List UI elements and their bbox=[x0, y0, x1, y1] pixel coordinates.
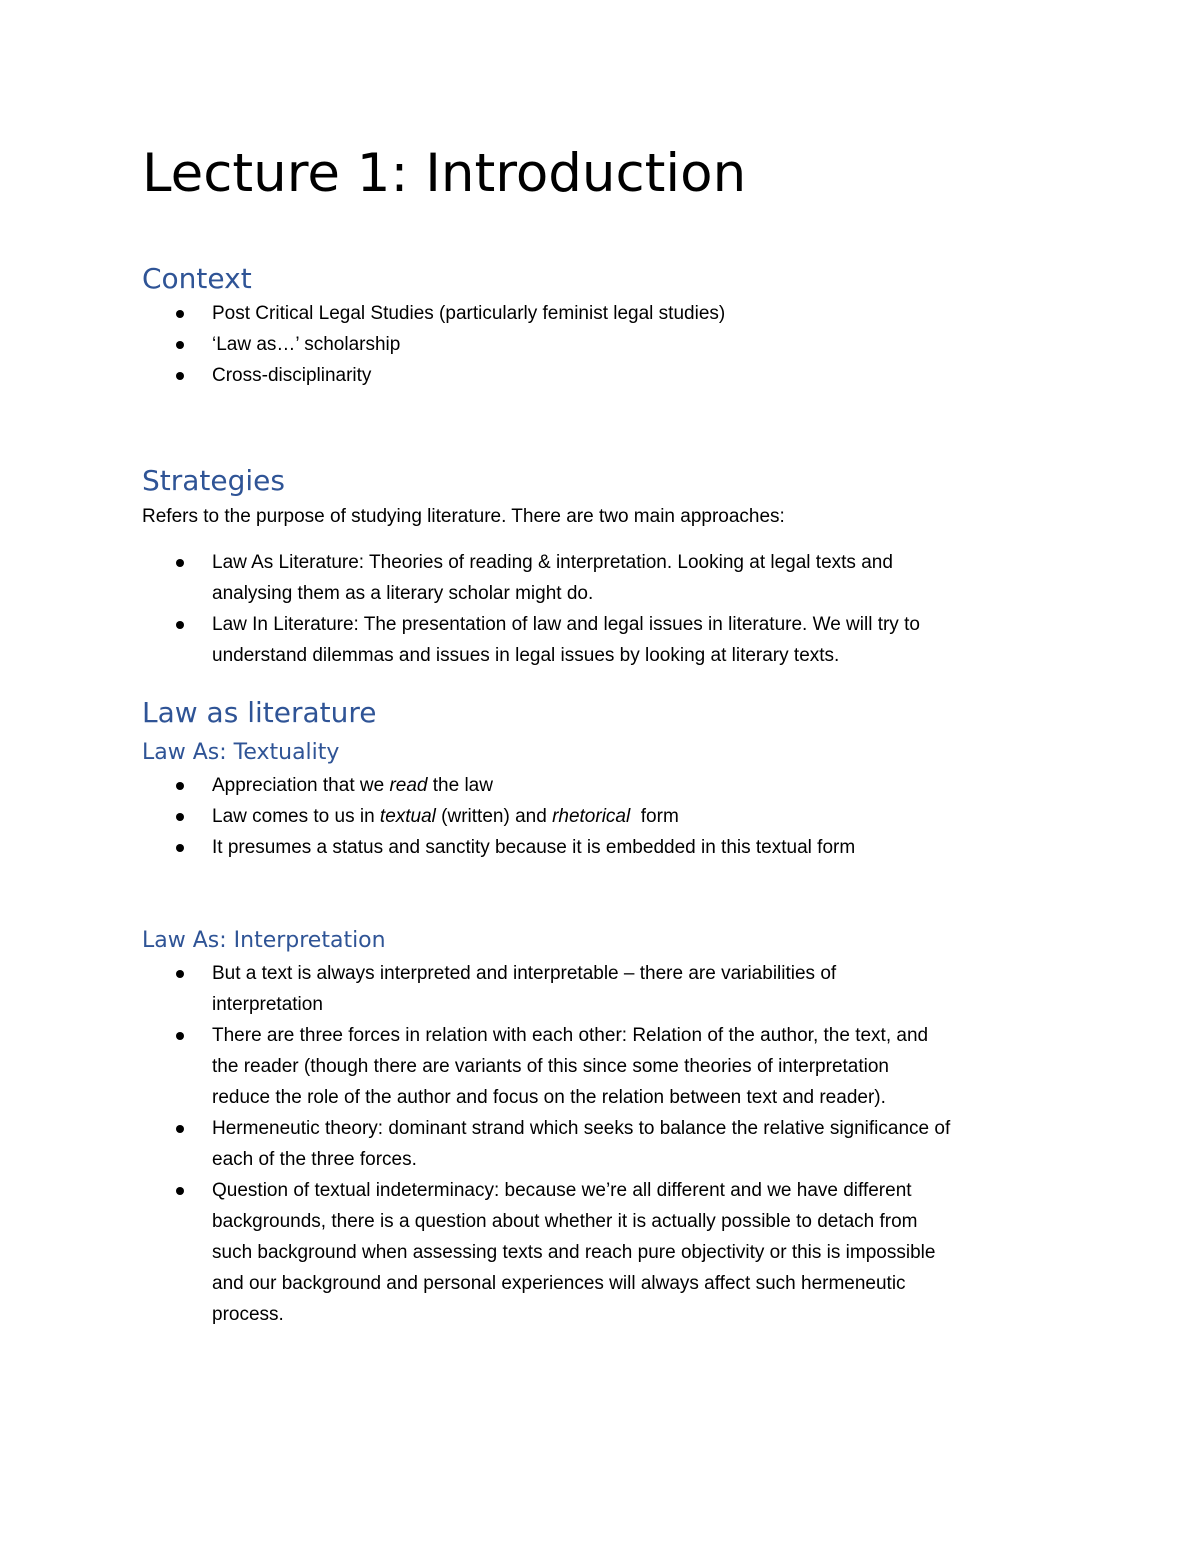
list-item-line: process. bbox=[212, 1304, 284, 1325]
list-item-line: the reader (though there are variants of this since some theories of interpretation bbox=[212, 1056, 889, 1077]
list-item-line: Law As Literature: Theories of reading & interpretation. Looking at legal texts and bbox=[212, 552, 893, 573]
interpretation-list bbox=[142, 958, 1062, 1330]
list-item bbox=[142, 770, 1062, 801]
list-item bbox=[142, 801, 1062, 832]
page-title: Lecture 1: Introduction bbox=[142, 143, 747, 204]
list-item-line: interpretation bbox=[212, 994, 323, 1015]
list-item-text: Appreciation that we read the law bbox=[212, 775, 493, 796]
list-item-line: such background when assessing texts and reach pure objectivity or this is impossible bbox=[212, 1242, 936, 1263]
heading-interpretation: Law As: Interpretation bbox=[142, 928, 386, 953]
bullet-icon bbox=[176, 372, 184, 380]
list-item-line: Law In Literature: The presentation of law and legal issues in literature. We will try to bbox=[212, 614, 920, 635]
context-list bbox=[142, 298, 1062, 391]
list-item-text: ‘Law as…’ scholarship bbox=[212, 334, 401, 355]
bullet-icon bbox=[176, 310, 184, 318]
list-item-text: Post Critical Legal Studies (particularly feminist legal studies) bbox=[212, 303, 726, 324]
list-item bbox=[142, 1175, 1062, 1330]
list-item-line: each of the three forces. bbox=[212, 1149, 417, 1170]
bullet-icon bbox=[176, 813, 184, 821]
list-item bbox=[142, 298, 1062, 329]
list-item bbox=[142, 1020, 1062, 1113]
bullet-icon bbox=[176, 1187, 184, 1195]
list-item bbox=[142, 360, 1062, 391]
heading-law-as-literature: Law as literature bbox=[142, 696, 377, 729]
heading-strategies: Strategies bbox=[142, 464, 285, 497]
strategies-intro: Refers to the purpose of studying literature. There are two main approaches: bbox=[142, 506, 785, 527]
bullet-icon bbox=[176, 1125, 184, 1133]
bullet-icon bbox=[176, 621, 184, 629]
bullet-icon bbox=[176, 782, 184, 790]
list-item bbox=[142, 609, 1062, 671]
bullet-icon bbox=[176, 1032, 184, 1040]
list-item bbox=[142, 832, 1062, 863]
list-item-line: There are three forces in relation with each other: Relation of the author, the text, and bbox=[212, 1025, 929, 1046]
list-item-line: backgrounds, there is a question about whether it is actually possible to detach from bbox=[212, 1211, 918, 1232]
strategies-list bbox=[142, 547, 1062, 671]
list-item bbox=[142, 329, 1062, 360]
list-item-line: and our background and personal experiences will always affect such hermeneutic bbox=[212, 1273, 906, 1294]
list-item-text: Cross-disciplinarity bbox=[212, 365, 372, 386]
list-item-text: Law comes to us in textual (written) and rhetorical form bbox=[212, 806, 679, 827]
bullet-icon bbox=[176, 341, 184, 349]
textuality-list bbox=[142, 770, 1062, 863]
list-item-line: analysing them as a literary scholar might do. bbox=[212, 583, 594, 604]
list-item-text: It presumes a status and sanctity because it is embedded in this textual form bbox=[212, 837, 856, 858]
list-item-line: But a text is always interpreted and interpretable – there are variabilities of bbox=[212, 963, 837, 984]
heading-textuality: Law As: Textuality bbox=[142, 740, 340, 765]
list-item-line: Hermeneutic theory: dominant strand which seeks to balance the relative significance of bbox=[212, 1118, 951, 1139]
bullet-icon bbox=[176, 970, 184, 978]
list-item bbox=[142, 958, 1062, 1020]
list-item-line: reduce the role of the author and focus on the relation between text and reader). bbox=[212, 1087, 886, 1108]
bullet-icon bbox=[176, 844, 184, 852]
list-item bbox=[142, 547, 1062, 609]
bullet-icon bbox=[176, 559, 184, 567]
heading-context: Context bbox=[142, 262, 252, 295]
list-item-line: Question of textual indeterminacy: because we’re all different and we have different bbox=[212, 1180, 912, 1201]
list-item bbox=[142, 1113, 1062, 1175]
list-item-line: understand dilemmas and issues in legal issues by looking at literary texts. bbox=[212, 645, 840, 666]
